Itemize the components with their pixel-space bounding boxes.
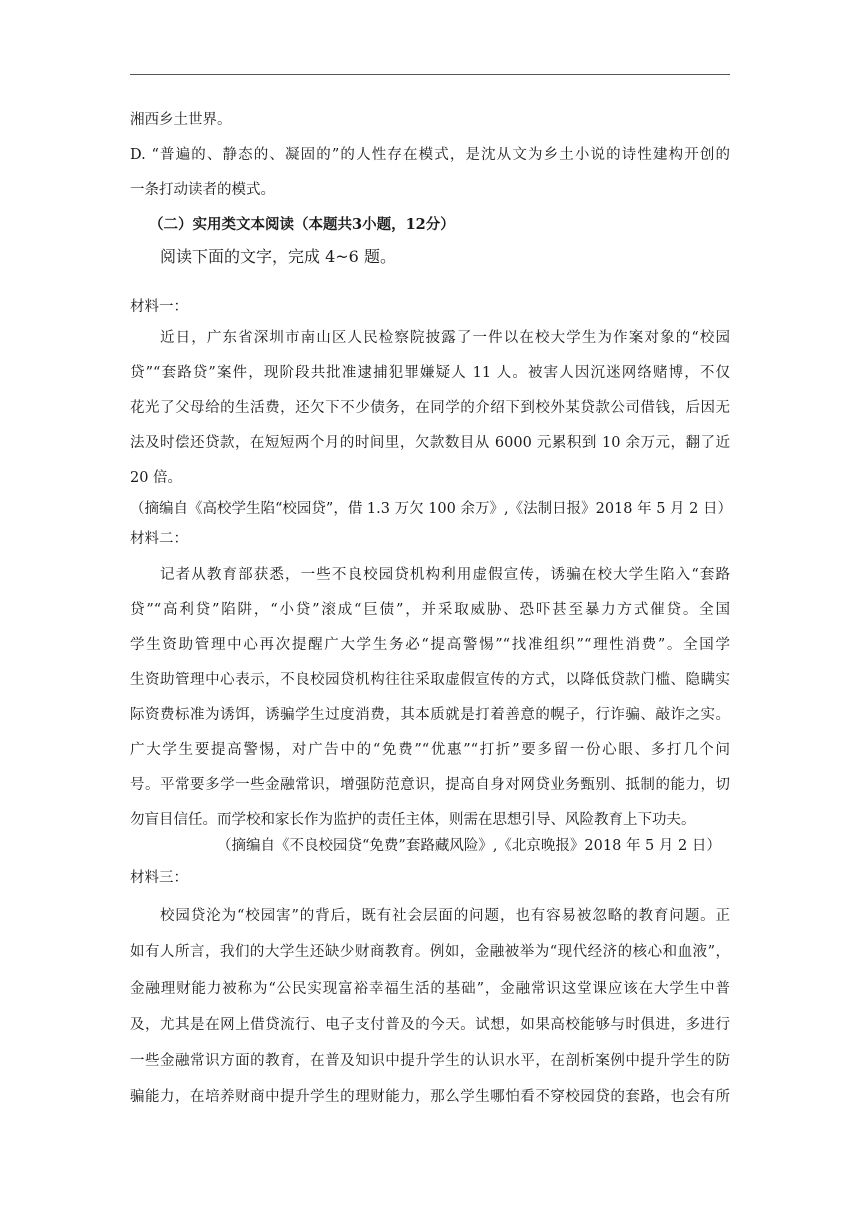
material-2-line: 广大学生要提高警惕，对广告中的“免费”“优惠”“打折”要多留一份心眼、多打几个问	[130, 742, 730, 758]
material-2-line: 勿盲目信任。而学校和家长作为监护的责任主体，则需在思想引导、风险教育上下功夫。	[130, 812, 696, 828]
material-1-line: 法及时偿还贷款，在短短两个月的时间里，欠款数目从 6000 元累积到 10 余万元，翻了近	[130, 435, 730, 451]
material-3-line: 骗能力，在培养财商中提升学生的理财能力，那么学生哪怕看不穿校园贷的套路，也会有所	[130, 1089, 730, 1105]
material-1-line: 20 倍。	[130, 470, 183, 486]
material-1-line: 贷”“套路贷”案件，现阶段共批准逮捕犯罪嫌疑人 11 人。被害人因沉迷网络赌博，不仅	[130, 365, 730, 381]
material-2-line: 号。平常要多学一些金融常识，增强防范意识，提高自身对网贷业务甄别、抵制的能力，切	[130, 777, 730, 793]
header-rule	[130, 74, 730, 75]
material-3-line: 校园贷沦为“校园害”的背后，既有社会层面的问题，也有容易被忽略的教育问题。正	[160, 908, 730, 924]
material-3-line: 金融理财能力被称为“公民实现富裕幸福生活的基础”，金融常识这堂课应该在大学生中普	[130, 981, 730, 997]
option-d-line-2: 一条打动读者的模式。	[130, 182, 275, 198]
material-2-line: 贷”“高利贷”陷阱，“小贷”滚成“巨债”，并采取威胁、恐吓甚至暴力方式催贷。全国	[130, 602, 730, 618]
material-2-source: （摘编自《不良校园贷“免费”套路藏风险》,《北京晚报》2018 年 5 月 2 日）	[217, 838, 721, 854]
section-instruction: 阅读下面的文字，完成 4~6 题。	[160, 247, 396, 266]
material-2-label: 材料二：	[130, 531, 188, 547]
material-1-source: （摘编自《高校学生陷“校园贷”，借 1.3 万欠 100 余万》,《法制日报》2018 年 5 月 2 日）	[130, 501, 733, 517]
material-3-line: 及，尤其是在网上借贷流行、电子支付普及的今天。试想，如果高校能够与时俱进，多进行	[130, 1017, 730, 1033]
material-3-label: 材料三：	[130, 870, 188, 886]
material-2-line: 生资助管理中心表示，不良校园贷机构往往采取虚假宣传的方式，以降低贷款门槛、隐瞒实	[130, 672, 730, 688]
section-heading: （二）实用类文本阅读（本题共3小题，12分）	[149, 216, 455, 233]
material-2-line: 记者从教育部获悉，一些不良校园贷机构利用虚假宣传，诱骗在校大学生陷入“套路	[160, 567, 730, 583]
material-3-line: 如有人所言，我们的大学生还缺少财商教育。例如，金融被举为“现代经济的核心和血液”，	[130, 944, 730, 960]
material-2-line: 际资费标准为诱饵，诱骗学生过度消费，其本质就是打着善意的幌子，行诈骗、敲诈之实。	[130, 707, 730, 723]
material-1-label: 材料一：	[130, 299, 188, 315]
material-1-line: 花光了父母给的生活费，还欠下不少债务，在同学的介绍下到校外某贷款公司借钱，后因无	[130, 400, 730, 416]
material-1-line: 近日，广东省深圳市南山区人民检察院披露了一件以在校大学生为作案对象的“校园	[160, 330, 730, 346]
material-2-line: 学生资助管理中心再次提醒广大学生务必“提高警惕”“找准组织”“理性消费”。全国学	[130, 637, 730, 653]
material-3-line: 一些金融常识方面的教育，在普及知识中提升学生的认识水平，在剖析案例中提升学生的防	[130, 1053, 730, 1069]
option-d-line-1: D. “普遍的、静态的、凝固的”的人性存在模式，是沈从文为乡土小说的诗性建构开创的	[130, 147, 730, 163]
prev-answer-tail: 湘西乡土世界。	[130, 112, 232, 128]
